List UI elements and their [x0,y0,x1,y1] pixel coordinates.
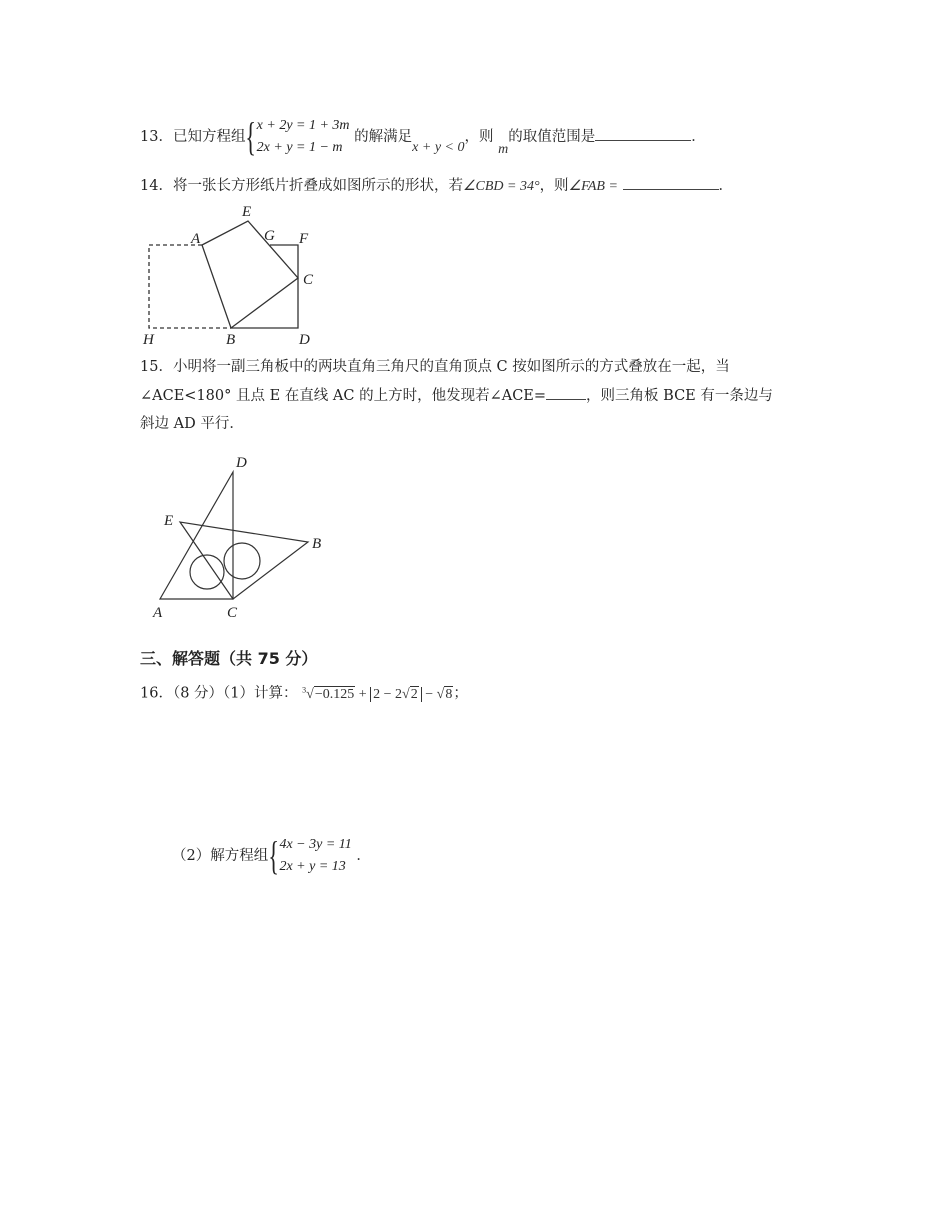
label-B: B [312,536,322,552]
hole-circle [190,555,224,589]
question-15-line-1: 15．小明将一副三角板中的两块直角三角尺的直角顶点 C 按如图所示的方式叠放在一起，当 [140,359,730,375]
operator: − [421,686,437,702]
question-text: 的解满足 [354,129,413,145]
brace: { [245,114,257,159]
question-number: 16． [140,685,173,702]
period: ． [718,178,734,194]
folded-quadrilateral [202,221,298,328]
figure-14-labels [142,204,314,348]
section-heading: 三、解答题（共 75 分） [140,649,318,668]
question-text: 将一张长方形纸片折叠成如图所示的形状，若 [172,178,463,194]
equation-2: 2x + y = 13 [279,859,346,874]
equation-1: 4x − 3y = 11 [279,837,352,852]
rectangle-edge [231,245,298,328]
label-G: G [264,228,275,244]
label-C: C [303,272,314,288]
question-15-line-2 [140,385,773,406]
asked-angle: ∠FAB = [568,179,618,194]
equation-1: x + 2y = 1 + 3m [256,118,350,133]
given-angle: ∠CBD = 34° [462,179,540,194]
points: （8 分） [172,685,224,702]
operator: + [355,686,371,702]
question-number: 13． [140,129,173,145]
abs-part: 2 − 2 [373,686,403,702]
label-E: E [164,513,174,529]
radicand: 2 [410,686,418,702]
label-C: C [227,605,238,621]
answer-blank[interactable] [546,385,586,400]
variable: m [498,142,509,157]
question-text: ∠ACE<180° 且点 E 在直线 AC 的上方时，他发现若∠ACE= [140,388,547,404]
question-text: ，则 [464,129,494,145]
label-H: H [143,332,154,348]
root-index: 3 [302,685,307,694]
period: ． [356,848,371,864]
label-D: D [299,332,310,348]
figure-14-folded-rectangle [149,221,298,328]
condition: x + y < 0 [412,140,465,155]
label-E: E [242,204,252,220]
question-text: （2）解方程组 [172,848,269,864]
question-text: （1）计算： [223,685,298,702]
brace: { [268,833,280,878]
label-A: A [191,231,201,247]
figure-15-triangle-rulers [160,472,308,599]
period: ． [691,129,706,145]
punctuation: ； [453,685,468,702]
hole-circle [224,543,260,579]
question-16-part-2 [172,834,371,878]
absolute-value: 2 − 2√2 [370,687,422,702]
question-16-part-1 [140,680,468,705]
dashed-original-edge [149,245,231,328]
question-number: 14． [140,178,173,194]
label-D: D [236,455,247,471]
expression: $^3$√−0.125 + 2 − 2√2 − √8 [302,685,453,702]
equation-system [279,834,351,878]
question-text: 已知方程组 [172,129,246,145]
question-text: 的取值范围是 [508,129,596,145]
radicand: −0.125 [314,686,355,702]
equation-2: 2x + y = 1 − m [256,140,343,155]
label-B: B [226,332,236,348]
label-A: A [153,605,163,621]
radicand: 8 [445,686,453,702]
question-15-line-3: 斜边 AD 平行． [140,416,244,432]
label-F: F [299,231,309,247]
question-text: ，则 [539,178,569,194]
question-text: ，则三角板 BCE 有一条边与 [586,388,773,404]
